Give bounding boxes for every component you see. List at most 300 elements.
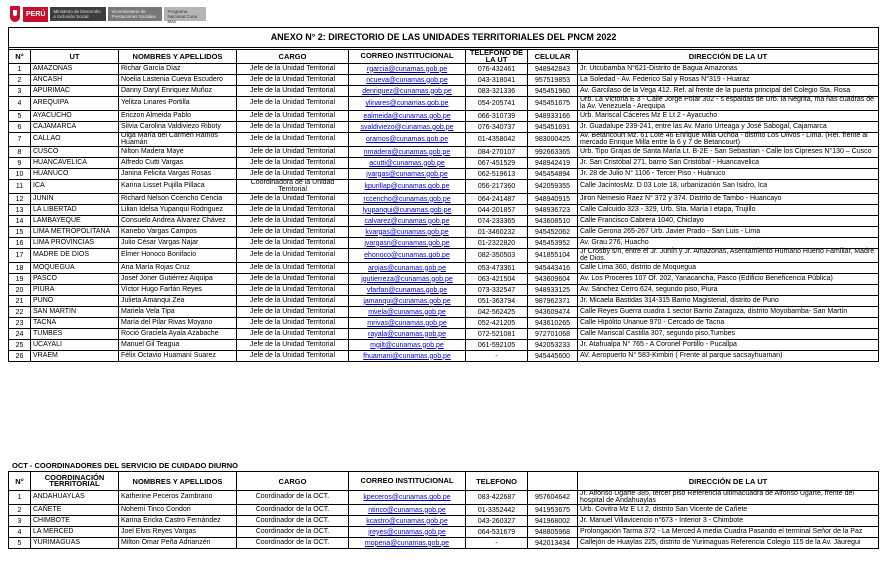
ut-row <box>9 158 879 169</box>
ut-row <box>9 329 879 340</box>
program-label: Programa Nacional Cuna Más <box>164 7 206 21</box>
email-link[interactable]: kpeceros@cunamas.gob.pe <box>349 491 466 505</box>
oct-row <box>9 491 879 505</box>
ut-row <box>9 75 879 86</box>
row-number: 3 <box>9 516 31 527</box>
cell-number: 943608510 <box>528 216 578 227</box>
vice-ministry-label: Viceministerio de Prestaciones Sociales <box>108 7 162 21</box>
header-num: N° <box>9 50 31 64</box>
unit-name: AMAZONAS <box>31 64 119 75</box>
phone-number: 066-310739 <box>466 111 528 122</box>
ut-row <box>9 133 879 147</box>
row-number: 1 <box>9 64 31 75</box>
person-name: María del Pilar Rivas Moyano <box>119 318 237 329</box>
role: Jefe de la Unidad Territorial <box>237 307 349 318</box>
unit-name: CHIMBOTE <box>31 516 119 527</box>
person-name: Félix Octavio Huamaní Suarez <box>119 351 237 362</box>
ut-row <box>9 274 879 285</box>
role: Jefe de la Unidad Territorial <box>237 64 349 75</box>
person-name: Joel Elvis Reyes Vargas <box>119 527 237 538</box>
role: Coordinador de la OCT. <box>237 527 349 538</box>
ut-row <box>9 122 879 133</box>
oct-header-phone: TELEFONO <box>466 472 528 491</box>
row-number: 11 <box>9 180 31 194</box>
ut-row <box>9 340 879 351</box>
phone-number: 074-233365 <box>466 216 528 227</box>
person-name: Alfredo Cutti Vargas <box>119 158 237 169</box>
role: Jefe de la Unidad Territorial <box>237 227 349 238</box>
unit-name: VRAEM <box>31 351 119 362</box>
role: Jefe de la Unidad Territorial <box>237 122 349 133</box>
oct-row <box>9 505 879 516</box>
row-number: 8 <box>9 147 31 158</box>
email-link[interactable]: ncueva@cunamas.gob.pe <box>349 75 466 86</box>
person-name: Yelitza Linares Portilla <box>119 97 237 111</box>
ministry-label: Ministerio de Desarrollo e Inclusión Social <box>50 7 106 21</box>
cell-number: 945443416 <box>528 263 578 274</box>
unit-name: PASCO <box>31 274 119 285</box>
phone-number: 082-350503 <box>466 249 528 263</box>
unit-name: CAÑETE <box>31 505 119 516</box>
email-link[interactable]: ylinares@cunamas.gob.pe <box>349 97 466 111</box>
unit-name: SAN MARTIN <box>31 307 119 318</box>
address: Calle Gerona 265-267 Urb. Javier Prado - San Luis - Lima <box>578 227 879 238</box>
address: Prolongación Tarma 372 - La Merced A media Cuadra Pasando el terminal Señor de la Paz <box>578 527 879 538</box>
person-name: Elmer Honoco Bonifacio <box>119 249 237 263</box>
ut-row <box>9 216 879 227</box>
header-logos <box>10 5 206 23</box>
row-number: 26 <box>9 351 31 362</box>
row-number: 1 <box>9 491 31 505</box>
cell-number: 987962371 <box>528 296 578 307</box>
ut-row <box>9 227 879 238</box>
email-link[interactable]: arojas@cunamas.gob.pe <box>349 263 466 274</box>
unit-name: PIURA <box>31 285 119 296</box>
email-link[interactable]: rccencho@cunamas.gob.pe <box>349 194 466 205</box>
row-number: 14 <box>9 216 31 227</box>
address: Calle Calcuido 323 - 329, Urb. Sta. María I etapa, Trujillo <box>578 205 879 216</box>
cell-number: 945451691 <box>528 122 578 133</box>
cell-number: 948942843 <box>528 64 578 75</box>
person-name: Richard Nelson Ccencho Cencia <box>119 194 237 205</box>
coat-of-arms-icon <box>10 6 20 22</box>
address: Urb. Covitra Mz E Lt 2, distrito San Vicente de Cañete <box>578 505 879 516</box>
phone-number: 01-4358042 <box>466 133 528 147</box>
address: Av. Los Proceres 107 Of. 202, Yanacancha, Pasco (Edificio Beneficencia Pública) <box>578 274 879 285</box>
phone-number: 042-562425 <box>466 307 528 318</box>
cell-number: 942059355 <box>528 180 578 194</box>
ut-row <box>9 147 879 158</box>
oct-header-address: DIRECCIÓN DE LA UT <box>578 472 879 491</box>
person-name: Kanebo Vargas Campos <box>119 227 237 238</box>
email-link[interactable]: jreyes@cunamas.gob.pe <box>349 527 466 538</box>
oct-header-cargo: CARGO <box>237 472 349 491</box>
cell-number: 943610265 <box>528 318 578 329</box>
address: Jr. Micaela Bastidas 314-315 Barrio Magisterial, distrito de Puno <box>578 296 879 307</box>
row-number: 10 <box>9 169 31 180</box>
header-email: CORREO INSTITUCIONAL <box>349 50 466 64</box>
role: Jefe de la Unidad Territorial <box>237 158 349 169</box>
row-number: 7 <box>9 133 31 147</box>
phone-number: 053-473361 <box>466 263 528 274</box>
page-title: ANEXO N° 2: DIRECTORIO DE LAS UNIDADES TERRITORIALES DEL PNCM 2022 <box>9 28 879 48</box>
row-number: 15 <box>9 227 31 238</box>
row-number: 25 <box>9 340 31 351</box>
role: Jefe de la Unidad Territorial <box>237 111 349 122</box>
oct-section-title: OCT - COORDINADORES DEL SERVICIO DE CUIDADO DIURNO <box>12 461 238 470</box>
unit-name: HUÁNUCO <box>31 169 119 180</box>
email-link[interactable]: denriquez@cunamas.gob.pe <box>349 86 466 97</box>
cell-number: 945452062 <box>528 227 578 238</box>
unit-name: JUNIN <box>31 194 119 205</box>
cell-number: 948933166 <box>528 111 578 122</box>
email-link[interactable]: rayala@cunamas.gob.pe <box>349 329 466 340</box>
person-name: Janina Felicita Vargas Rosas <box>119 169 237 180</box>
oct-row <box>9 516 879 527</box>
oct-header-ut: COORDINACIÓN TERRITORIAL <box>31 472 119 491</box>
header-phone: TELEFONO DE LA UT <box>466 50 528 64</box>
address: Jr. Atahualpa N° 765 - A Coronel Portillo - Pucallpa <box>578 340 879 351</box>
ut-row <box>9 351 879 362</box>
person-name: Noelia Lastenia Cueva Escudero <box>119 75 237 86</box>
address: Jiron Nemesio Raez N° 372 y 374. Distrito de Tambo - Huancayo <box>578 194 879 205</box>
phone-number: 01-2322820 <box>466 238 528 249</box>
email-link[interactable]: ehonoco@cunamas.gob.pe <box>349 249 466 263</box>
email-link[interactable]: ealmeida@cunamas.gob.pe <box>349 111 466 122</box>
cell-number: 941953675 <box>528 505 578 516</box>
phone-number: 073-332547 <box>466 285 528 296</box>
cell-number: 943609604 <box>528 274 578 285</box>
person-name: Olga María del Carmen Ramos Huamán <box>119 133 237 147</box>
row-number: 4 <box>9 527 31 538</box>
row-number: 13 <box>9 205 31 216</box>
cell-number: 957604642 <box>528 491 578 505</box>
role: Coordinadora de la Unidad Territorial <box>237 180 349 194</box>
role: Jefe de la Unidad Territorial <box>237 329 349 340</box>
person-name: Julieta Amanqui Zea <box>119 296 237 307</box>
unit-name: YURIMAGUAS <box>31 538 119 549</box>
cell-number: 983000425 <box>528 133 578 147</box>
email-link[interactable]: mgilt@cunamas.gob.pe <box>349 340 466 351</box>
cell-number: 948936723 <box>528 205 578 216</box>
address: Callejón de Huaylas 225, distrito de Yurimaguas Referencia Colegio 115 de la Av. Jáuregui <box>578 538 879 549</box>
person-name: Silvia Carolina Valdiviezo Riboty <box>119 122 237 133</box>
role: Jefe de la Unidad Territorial <box>237 340 349 351</box>
cell-number: 957519853 <box>528 75 578 86</box>
unit-name: ICA <box>31 180 119 194</box>
phone-number: 01-3460232 <box>466 227 528 238</box>
row-number: 16 <box>9 238 31 249</box>
email-link[interactable]: jvargas@cunamas.gob.pe <box>349 169 466 180</box>
cell-number: 943609474 <box>528 307 578 318</box>
phone-number: 043-318041 <box>466 75 528 86</box>
header-name: NOMBRES Y APELLIDOS <box>119 50 237 64</box>
ut-row <box>9 64 879 75</box>
oct-header-email: CORREO INSTITUCIONAL <box>349 472 466 491</box>
person-name: Víctor Hugo Farfán Reyes <box>119 285 237 296</box>
oct-directory-table <box>8 471 879 549</box>
unit-name: MOQUEGUA <box>31 263 119 274</box>
person-name: Danny Daryl Enriquez Muñoz <box>119 86 237 97</box>
phone-number: 056-217360 <box>466 180 528 194</box>
person-name: Manuel Gil Teagua <box>119 340 237 351</box>
unit-name: APURIMAC <box>31 86 119 97</box>
ut-row <box>9 249 879 263</box>
role: Jefe de la Unidad Territorial <box>237 216 349 227</box>
phone-number: 061-592105 <box>466 340 528 351</box>
phone-number: 044-201857 <box>466 205 528 216</box>
address: Urb. Mariscal Cáceres Mz E Lt 2 - Ayacucho <box>578 111 879 122</box>
address: Av. Grau 276, Huacho <box>578 238 879 249</box>
address: Calle Francisco Cabrera 1040, Chiclayo <box>578 216 879 227</box>
phone-number: 063-421504 <box>466 274 528 285</box>
address: Jr. Guadalupe 239-241, entre las Av. Mario Urteaga y José Sabogal, Cajamarca <box>578 122 879 133</box>
address: Jr. San Cristóbal 271, barrio San Cristóbal - Huancavelica <box>578 158 879 169</box>
ut-row <box>9 285 879 296</box>
address: Urb. Tipo Grajas de Santa María Lt. B-2E - San Sebastian - Calle los Cipreses N°130 – Cusco <box>578 147 879 158</box>
oct-header-row <box>9 472 879 491</box>
role: Jefe de la Unidad Territorial <box>237 274 349 285</box>
phone-number: - <box>466 538 528 549</box>
unit-name: CUSCO <box>31 147 119 158</box>
role: Jefe de la Unidad Territorial <box>237 133 349 147</box>
email-link[interactable]: mvela@cunamas.gob.pe <box>349 307 466 318</box>
person-name: Karina Lisset Pujilla Pillaca <box>119 180 237 194</box>
role: Jefe de la Unidad Territorial <box>237 263 349 274</box>
oct-row <box>9 527 879 538</box>
ut-row <box>9 97 879 111</box>
ut-row <box>9 205 879 216</box>
unit-name: CALLAO <box>31 133 119 147</box>
role: Jefe de la Unidad Territorial <box>237 285 349 296</box>
row-number: 20 <box>9 285 31 296</box>
row-number: 19 <box>9 274 31 285</box>
ut-row <box>9 296 879 307</box>
row-number: 24 <box>9 329 31 340</box>
cell-number: 945445600 <box>528 351 578 362</box>
role: Coordinador de la OCT. <box>237 491 349 505</box>
email-link[interactable]: nmadera@cunamas.gob.pe <box>349 147 466 158</box>
phone-number: 064-241487 <box>466 194 528 205</box>
address: Calle Lima 360, distrito de Moquegua <box>578 263 879 274</box>
person-name: Consuelo Andrea Álvarez Chávez <box>119 216 237 227</box>
ut-row <box>9 318 879 329</box>
address: AV. Aeropuerto N° 583-Kimbiri ( Frente al parque sacsayhuaman) <box>578 351 879 362</box>
person-name: Josef Joner Gutiérrez Aiquipa <box>119 274 237 285</box>
cell-number: 941968002 <box>528 516 578 527</box>
role: Jefe de la Unidad Territorial <box>237 75 349 86</box>
cell-number: 948940915 <box>528 194 578 205</box>
email-link[interactable]: kpurillap@cunamas.gob.pe <box>349 180 466 194</box>
address: Urb. La Victoria E 3 - Calle Jorge Polar 302 - s espaldas de Urb. la Negrita, ma ñas cuadras de la Av. Venezuela - Arequipa <box>578 97 879 111</box>
role: Jefe de la Unidad Territorial <box>237 194 349 205</box>
oct-header-num: N° <box>9 472 31 491</box>
email-link[interactable]: kcastro@cunamas.gob.pe <box>349 516 466 527</box>
header-cell: CELULAR <box>528 50 578 64</box>
email-link[interactable]: jvargasn@cunamas.gob.pe <box>349 238 466 249</box>
cell-number: 942053233 <box>528 340 578 351</box>
unit-name: TACNA <box>31 318 119 329</box>
person-name: Lilian Idelsa Yupanqui Rodriguez <box>119 205 237 216</box>
cell-number: 948942419 <box>528 158 578 169</box>
row-number: 12 <box>9 194 31 205</box>
unit-name: MADRE DE DIOS <box>31 249 119 263</box>
role: Coordinador de la OCT. <box>237 538 349 549</box>
phone-number: - <box>466 351 528 362</box>
person-name: Richar García Díaz <box>119 64 237 75</box>
unit-name: ANDAHUAYLAS <box>31 491 119 505</box>
phone-number: 072-521081 <box>466 329 528 340</box>
phone-number: 076-432461 <box>466 64 528 75</box>
row-number: 5 <box>9 111 31 122</box>
role: Jefe de la Unidad Territorial <box>237 205 349 216</box>
role: Jefe de la Unidad Territorial <box>237 351 349 362</box>
row-number: 6 <box>9 122 31 133</box>
role: Jefe de la Unidad Territorial <box>237 318 349 329</box>
person-name: Ana María Rojas Cruz <box>119 263 237 274</box>
oct-header-name: NOMBRES Y APELLIDOS <box>119 472 237 491</box>
role: Coordinador de la OCT. <box>237 505 349 516</box>
cell-number: 945451675 <box>528 97 578 111</box>
address: La Soledad - Av. Federico Sal y Rosas N°319 - Huaraz <box>578 75 879 86</box>
address: Jr. Utcubamba N°621-Distrito de Bagua Amazonas <box>578 64 879 75</box>
phone-number: 067-451529 <box>466 158 528 169</box>
row-number: 18 <box>9 263 31 274</box>
person-name: Nohemí Tinco Condori <box>119 505 237 516</box>
person-name: Katherine Peceros Zambrano <box>119 491 237 505</box>
email-link[interactable]: fhuamani@cunamas.gob.pe <box>349 351 466 362</box>
address: Calle Mariscal Castilla 307, segundo piso,Tumbes <box>578 329 879 340</box>
phone-number: 076-340737 <box>466 122 528 133</box>
role: Jefe de la Unidad Territorial <box>237 97 349 111</box>
unit-name: PUNO <box>31 296 119 307</box>
unit-name: AREQUIPA <box>31 97 119 111</box>
unit-name: TUMBES <box>31 329 119 340</box>
ut-row <box>9 111 879 122</box>
email-link[interactable]: jgutierreza@cunamas.gob.pe <box>349 274 466 285</box>
row-number: 9 <box>9 158 31 169</box>
email-link[interactable]: mopena@cunamas.gob.pe <box>349 538 466 549</box>
person-name: Nilton Madera Maye <box>119 147 237 158</box>
phone-number: 064-531679 <box>466 527 528 538</box>
phone-number: 084-270107 <box>466 147 528 158</box>
cell-number: 972701068 <box>528 329 578 340</box>
header-address: DIRECCIÓN DE LA UT <box>578 50 879 64</box>
unit-name: UCAYALI <box>31 340 119 351</box>
person-name: Karina Ericka Castro Fernández <box>119 516 237 527</box>
cell-number: 945454894 <box>528 169 578 180</box>
email-link[interactable]: lyupanqui@cunamas.gob.pe <box>349 205 466 216</box>
person-name: Roció Graciela Ayala Azabache <box>119 329 237 340</box>
person-name: Mariela Vela Tipa <box>119 307 237 318</box>
email-link[interactable]: rgarcia@cunamas.gob.pe <box>349 64 466 75</box>
address: Jr. Manuel Villavicencio n°673 - Interior 3 - Chimbote <box>578 516 879 527</box>
role: Jefe de la Unidad Territorial <box>237 86 349 97</box>
address: Calle Reyes Guerra cuadra 1 sector Barrio Zaragoza, distrito Moyobamba- San Martín <box>578 307 879 318</box>
ut-row <box>9 180 879 194</box>
unit-name: LIMA METROPOLITANA <box>31 227 119 238</box>
ut-row <box>9 238 879 249</box>
phone-number: 083-321336 <box>466 86 528 97</box>
row-number: 23 <box>9 318 31 329</box>
address: Calle JacintosMz. D 03 Lote 18, urbanización San Isidro, Ica <box>578 180 879 194</box>
cell-number: 941855104 <box>528 249 578 263</box>
header-ut: UT <box>31 50 119 64</box>
email-link[interactable]: vfarfan@cunamas.gob.pe <box>349 285 466 296</box>
role: Coordinador de la OCT. <box>237 516 349 527</box>
address: Av. Garcilaso de la Vega 412. Ref. al frente de la puerta principal del Colegio Sta. Rosa <box>578 86 879 97</box>
cell-number: 945453952 <box>528 238 578 249</box>
phone-number: 043-260327 <box>466 516 528 527</box>
role: Jefe de la Unidad Territorial <box>237 238 349 249</box>
person-name: Ericzon Almeida Pablo <box>119 111 237 122</box>
oct-header-cell <box>528 472 578 491</box>
oct-row <box>9 538 879 549</box>
address: Calle Hipólito Unanue 970 - Cercado de Tacna <box>578 318 879 329</box>
row-number: 21 <box>9 296 31 307</box>
unit-name: LA MERCED <box>31 527 119 538</box>
unit-name: LA LIBERTAD <box>31 205 119 216</box>
row-number: 5 <box>9 538 31 549</box>
phone-number: 083-422687 <box>466 491 528 505</box>
cell-number: 992663365 <box>528 147 578 158</box>
phone-number: 051-363794 <box>466 296 528 307</box>
ut-row <box>9 86 879 97</box>
ut-directory-table <box>8 27 879 362</box>
email-link[interactable]: svaldiviezo@cunamas.gob.pe <box>349 122 466 133</box>
person-name: Milton Omar Peña Adrianzén <box>119 538 237 549</box>
email-link[interactable]: jamanqui@cunamas.gob.pe <box>349 296 466 307</box>
cell-number: 948933125 <box>528 285 578 296</box>
cell-number: 948805968 <box>528 527 578 538</box>
email-link[interactable]: calvarez@cunamas.gob.pe <box>349 216 466 227</box>
email-link[interactable]: mrivas@cunamas.gob.pe <box>349 318 466 329</box>
ut-header-row <box>9 50 879 64</box>
unit-name: CAJAMARCA <box>31 122 119 133</box>
role: Jefe de la Unidad Territorial <box>237 169 349 180</box>
peru-badge: PERÚ <box>23 7 48 22</box>
role: Jefe de la Unidad Territorial <box>237 249 349 263</box>
phone-number: 062-519613 <box>466 169 528 180</box>
unit-name: LAMBAYEQUE <box>31 216 119 227</box>
row-number: 4 <box>9 97 31 111</box>
address: Av. Betancourt Mz. 61 Lote 46 Enrique Milla Ochoa - distrito Los Olivos - Lima. (Ref. frente al mercado Enrique Milla entre la 6 y 7 de Betancourt) <box>578 133 879 147</box>
unit-name: HUANCAVELICA <box>31 158 119 169</box>
cell-number: 945451960 <box>528 86 578 97</box>
phone-number: 054-205741 <box>466 97 528 111</box>
role: Jefe de la Unidad Territorial <box>237 147 349 158</box>
ut-row <box>9 263 879 274</box>
role: Jefe de la Unidad Territorial <box>237 296 349 307</box>
header-cargo: CARGO <box>237 50 349 64</box>
address: Jr. Alfonso Ugarte 385, tercer piso Referencia ultimacuadra de Alfonso Ugarte, frente del hospital de Andahuaylas <box>578 491 879 505</box>
row-number: 17 <box>9 249 31 263</box>
row-number: 2 <box>9 75 31 86</box>
row-number: 22 <box>9 307 31 318</box>
address: Jr Crosby s/n, entre el Jr. Junín y Jr. Amazonas, Asentamiento Humano Huerto Familiar, Madre de Dios. <box>578 249 879 263</box>
person-name: Julio César Vargas Najar <box>119 238 237 249</box>
email-link[interactable]: ntinco@cunamas.gob.pe <box>349 505 466 516</box>
ut-row <box>9 169 879 180</box>
phone-number: 052-421205 <box>466 318 528 329</box>
unit-name: LIMA PROVINCIAS <box>31 238 119 249</box>
cell-number: 942013434 <box>528 538 578 549</box>
email-link[interactable]: acutti@cunamas.gob.pe <box>349 158 466 169</box>
address: Jr. 28 de Julio N° 1106 - Tercer Piso - Huánuco <box>578 169 879 180</box>
email-link[interactable]: kvargas@cunamas.gob.pe <box>349 227 466 238</box>
row-number: 2 <box>9 505 31 516</box>
email-link[interactable]: oramos@cunamas.gob.pe <box>349 133 466 147</box>
